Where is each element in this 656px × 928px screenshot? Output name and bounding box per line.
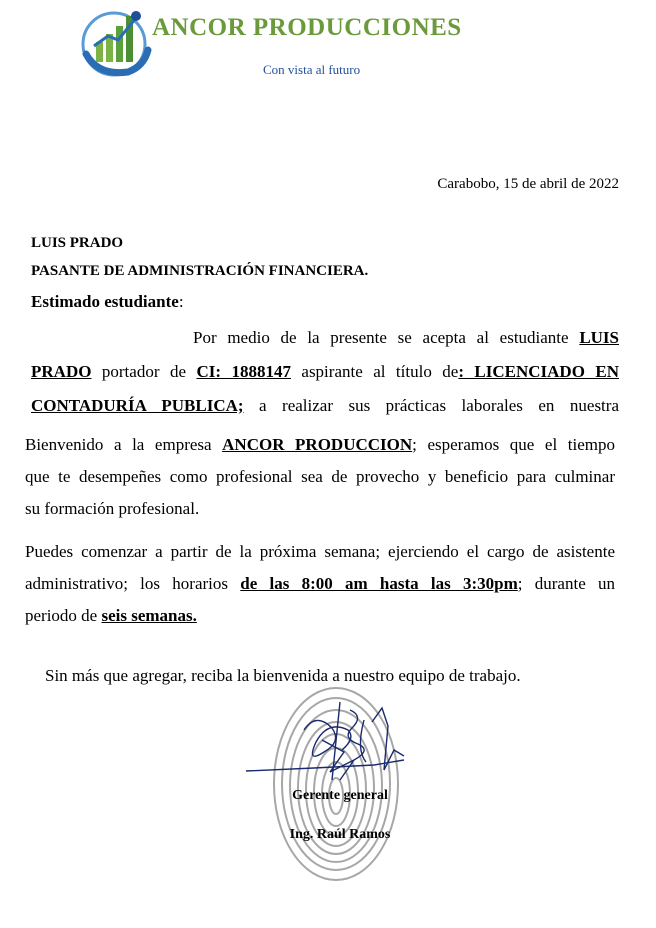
p2-text-1: Bienvenido a la empresa [25, 435, 223, 454]
student-name-last: PRADO [31, 362, 92, 381]
p1-text-4: a realizar sus prácticas laborales en nuestra [243, 396, 619, 415]
company-mention: ANCOR PRODUCCION [222, 435, 413, 454]
work-hours: de las 8:00 am hasta las 3:30pm [240, 574, 518, 593]
p3-line-1: Puedes comenzar a partir de la próxima semana; ejerciendo el cargo de asistente [25, 542, 615, 561]
salutation-text: Estimado estudiante [31, 292, 179, 311]
p1-text-1: Por medio de la presente se acepta al estudiante [193, 328, 580, 347]
p3-text-3: periodo de [25, 606, 102, 625]
bar-chart-logo-icon [78, 6, 152, 78]
fingerprint-signature-icon [244, 680, 414, 885]
duration-weeks: seis semanas. [101, 606, 197, 625]
p1-text-3: aspirante al título de [290, 362, 459, 381]
salutation-colon: : [178, 292, 184, 311]
student-id: CI: 1888147 [196, 362, 291, 381]
company-slogan: Con vista al futuro [263, 62, 361, 77]
p2-line-2: que te desempeñes como profesional sea de provecho y beneficio para culminar [25, 467, 615, 486]
degree-title-part-2: CONTADURÍA PUBLICA; [31, 396, 244, 415]
recipient-role: PASANTE DE ADMINISTRACIÓN FINANCIERA. [31, 263, 369, 279]
schedule-paragraph [25, 536, 615, 632]
company-name: ANCOR PRODUCCIONES [152, 14, 462, 41]
closing-line: Sin más que agregar, reciba la bienvenida a nuestro equipo de trabajo. [45, 666, 521, 685]
signer-name: Ing. Raúl Ramos [289, 827, 391, 842]
p2-line-3: su formación profesional. [25, 499, 200, 518]
recipient-name: LUIS PRADO [31, 235, 124, 251]
p3-text-2: ; durante un [517, 574, 616, 593]
salutation [31, 292, 184, 312]
p3-text-1: administrativo; los horarios [25, 574, 241, 593]
p2-text-2: ; esperamos que el tiempo [412, 435, 615, 454]
welcome-paragraph [25, 429, 615, 525]
student-name-first: LUIS [579, 328, 619, 347]
acceptance-paragraph [31, 321, 619, 423]
degree-title-part-1: : LICENCIADO EN [458, 362, 619, 381]
signer-title: Gerente general [292, 788, 388, 803]
p1-text-2: portador de [91, 362, 197, 381]
letter-date: Carabobo, 15 de abril de 2022 [437, 176, 619, 192]
